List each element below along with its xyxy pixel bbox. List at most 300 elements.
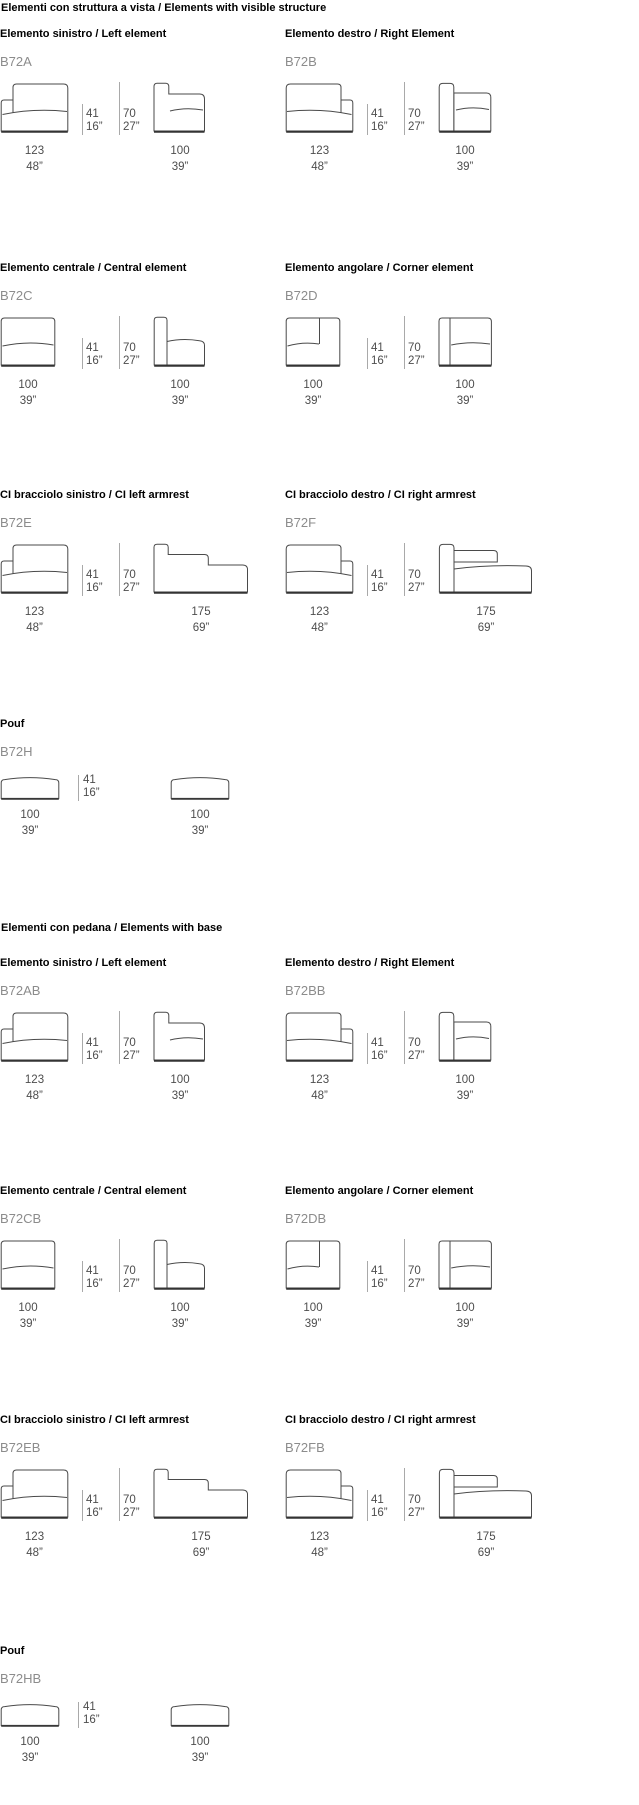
width-value-cm: 100 [170,379,190,391]
b72hb-pouf-view-2 [170,1701,230,1729]
width-label [170,1735,230,1766]
height-value-in: 16” [86,1507,103,1519]
seat-height-dim-line [367,1490,368,1521]
element-type-header: CI bracciolo destro / CI right armrest [285,1414,476,1426]
total-height-dim-label [123,342,140,368]
drawing-path [454,551,497,563]
b72d-side-view [437,315,493,369]
height-dimensions [82,1011,152,1064]
drawing-path [286,84,353,131]
width-value-cm: 123 [24,1074,45,1086]
element-card-b72bb [285,957,585,1117]
total-height-dim-line [119,543,120,596]
width-value-in: 69” [192,1546,210,1559]
seat-height-dim-label [371,108,388,134]
seat-height-dim-line [367,1261,368,1292]
width-value-cm: 175 [191,606,211,618]
drawing-path [1,1241,55,1288]
element-card-b72b [285,28,585,188]
element-type-header: Elemento sinistro / Left element [0,957,167,969]
width-value-in: 39” [304,1317,322,1330]
height-value-in: 27” [408,121,425,133]
drawing-path [1,545,68,592]
total-height-dim-label [408,1494,425,1520]
element-card-b72a [0,28,300,188]
element-type-header: CI bracciolo sinistro / CI left armrest [0,489,189,501]
height-value-cm: 70 [408,1265,421,1277]
width-label [437,144,493,175]
width-value-in: 48” [311,621,328,634]
element-type-header: Elemento angolare / Corner element [285,262,474,274]
width-value-cm: 100 [190,809,210,821]
height-value-in: 16” [86,1278,103,1290]
element-code: B72DB [285,1211,327,1226]
element-type-header: Pouf [0,718,25,730]
width-label [437,605,535,636]
seat-height-dim-label [86,569,103,595]
total-height-dim-label [408,108,425,134]
height-dimensions [367,1239,437,1292]
drawing-zone [0,82,300,135]
width-label [152,1073,208,1104]
height-value-cm: 41 [371,342,384,354]
height-value-cm: 41 [371,1494,384,1506]
seat-height-dim-label [86,1037,103,1063]
height-value-in: 16” [371,1507,388,1519]
drawing-zone [0,1468,300,1521]
height-value-in: 16” [371,582,388,594]
seat-height-dim-line [367,1033,368,1064]
drawing-zone [0,1702,300,1729]
element-type-header: Elemento centrale / Central element [0,262,187,274]
total-height-dim-line [119,1468,120,1521]
drawing-path [286,545,353,592]
total-height-dim-line [119,316,120,369]
seat-height-dim-label [371,342,388,368]
b72c-front-view [0,315,56,369]
height-dimensions [78,1702,148,1729]
b72fb-side-view [437,1467,535,1521]
width-value-cm: 100 [18,1302,38,1314]
total-height-dim-line [404,1468,405,1521]
seat-height-dim-label [371,1265,388,1291]
width-label [152,1530,250,1561]
element-card-b72db [285,1185,585,1345]
drawing-path [454,566,532,592]
height-value-in: 16” [86,1050,103,1062]
height-value-in: 16” [371,355,388,367]
b72ab-front-view [0,1010,69,1064]
drawing-zone [0,543,300,596]
width-value-cm: 100 [455,379,475,391]
height-value-cm: 41 [371,569,384,581]
total-height-dim-line [404,543,405,596]
total-height-dim-label [408,342,425,368]
element-code: B72F [285,515,317,530]
height-value-in: 27” [123,1050,140,1062]
height-value-in: 16” [371,1050,388,1062]
b72eb-front-view [0,1467,69,1521]
width-value-in: 48” [26,621,43,634]
b72eb-side-view [152,1467,250,1521]
width-value-cm: 100 [303,1302,323,1314]
element-card-b72d [285,262,585,422]
height-value-cm: 70 [123,1494,136,1506]
width-value-in: 39” [171,1089,189,1102]
width-label [285,1301,341,1332]
width-value-in: 69” [477,1546,495,1559]
drawing-zone [0,1239,300,1292]
drawing-path [1,1470,68,1517]
width-value-in: 69” [477,621,495,634]
height-value-cm: 70 [123,569,136,581]
element-code: B72CB [0,1211,42,1226]
seat-height-dim-line [367,104,368,135]
height-value-cm: 41 [86,342,99,354]
height-value-cm: 41 [371,1265,384,1277]
element-card-b72hb [0,1645,300,1805]
seat-height-dim-label [86,1265,103,1291]
width-value-in: 39” [19,394,37,407]
height-value-cm: 41 [83,1701,96,1713]
b72e-front-view [0,542,69,596]
height-dimensions [367,543,437,596]
total-height-dim-line [119,1239,120,1292]
drawing-path [154,83,205,131]
width-label [0,1735,60,1766]
seat-height-dim-line [82,338,83,369]
height-dimensions [367,1468,437,1521]
width-value-cm: 123 [309,145,330,157]
width-label [0,1530,69,1561]
drawing-path [167,340,205,365]
height-value-cm: 70 [408,108,421,120]
seat-height-dim-label [83,1701,100,1727]
width-label [152,144,208,175]
width-label [285,144,354,175]
element-type-header: Elemento sinistro / Left element [0,28,167,40]
b72db-side-view [437,1238,493,1292]
width-label [285,1530,354,1561]
height-value-in: 16” [83,787,100,799]
width-value-cm: 175 [191,1531,211,1543]
width-value-cm: 100 [170,1074,190,1086]
b72bb-front-view [285,1010,354,1064]
seat-height-dim-label [86,1494,103,1520]
seat-height-dim-line [82,565,83,596]
drawing-path [1,1013,68,1060]
element-code: B72FB [285,1440,325,1455]
element-type-header: Elemento angolare / Corner element [285,1185,474,1197]
b72c-side-view [152,315,208,369]
element-code: B72B [285,54,317,69]
height-dimensions [367,316,437,369]
drawing-zone [285,1011,585,1064]
b72hb-pouf-view-1 [0,1701,60,1729]
drawing-path [154,1240,167,1288]
drawing-path [1,1705,59,1726]
width-label [285,605,354,636]
b72cb-side-view [152,1238,208,1292]
element-type-header: Pouf [0,1645,25,1657]
drawing-path [439,318,491,365]
height-value-in: 27” [123,355,140,367]
drawing-path [154,544,248,592]
element-code: B72EB [0,1440,41,1455]
width-value-cm: 100 [20,1736,40,1748]
height-value-in: 16” [83,1714,100,1726]
width-label [285,1073,354,1104]
width-value-in: 48” [26,1089,43,1102]
b72db-front-view [285,1238,341,1292]
height-value-in: 27” [123,1507,140,1519]
width-value-cm: 100 [455,145,475,157]
b72h-pouf-view-2 [170,774,230,802]
height-value-cm: 70 [408,1037,421,1049]
height-dimensions [82,1468,152,1521]
width-label [0,378,56,409]
width-value-in: 48” [26,1546,43,1559]
element-code: B72H [0,744,33,759]
width-value-in: 39” [456,394,474,407]
seat-height-dim-label [371,1494,388,1520]
b72a-side-view [152,81,208,135]
width-label [437,1530,535,1561]
drawing-path [439,544,454,592]
drawing-path [286,1013,353,1060]
width-value-cm: 100 [170,1302,190,1314]
height-value-cm: 41 [86,1265,99,1277]
b72f-front-view [285,542,354,596]
height-value-cm: 70 [408,342,421,354]
element-type-header: CI bracciolo destro / CI right armrest [285,489,476,501]
height-value-cm: 70 [123,1265,136,1277]
total-height-dim-label [408,1265,425,1291]
width-value-in: 39” [21,824,39,837]
b72e-side-view [152,542,250,596]
drawing-path [167,1263,205,1288]
width-value-in: 39” [171,394,189,407]
height-value-cm: 70 [123,108,136,120]
drawing-path [286,1241,340,1288]
drawing-path [439,1012,454,1060]
width-value-cm: 100 [303,379,323,391]
width-value-cm: 100 [455,1302,475,1314]
height-value-cm: 41 [86,1494,99,1506]
width-value-cm: 100 [20,809,40,821]
total-height-dim-line [404,1239,405,1292]
drawing-path [439,1469,454,1517]
element-card-b72ab [0,957,300,1117]
width-value-cm: 123 [309,606,330,618]
element-card-b72e [0,489,300,649]
seat-height-dim-line [82,1490,83,1521]
width-label [0,605,69,636]
height-dimensions [82,543,152,596]
drawing-path [454,93,491,131]
b72bb-side-view [437,1010,493,1064]
seat-height-dim-line [78,775,79,801]
drawing-path [171,1705,229,1726]
section-visible-structure-title: Elementi con struttura a vista / Elements with visible structure [1,2,327,14]
width-label [437,378,493,409]
drawing-path [1,318,55,365]
drawing-path [454,1022,491,1060]
width-value-in: 48” [311,160,328,173]
total-height-dim-line [404,1011,405,1064]
drawing-path [154,317,167,365]
height-dimensions [367,82,437,135]
height-value-in: 27” [408,582,425,594]
drawing-path [171,778,229,799]
height-value-cm: 70 [123,1037,136,1049]
height-value-cm: 70 [408,569,421,581]
width-value-cm: 100 [18,379,38,391]
section-with-base-title: Elementi con pedana / Elements with base [1,922,223,934]
width-label [0,144,69,175]
width-label [170,808,230,839]
height-value-in: 27” [123,582,140,594]
drawing-path [154,1469,248,1517]
element-code: B72D [285,288,318,303]
element-type-header: Elemento destro / Right Element [285,957,455,969]
height-value-cm: 41 [83,774,96,786]
height-value-in: 16” [371,121,388,133]
drawing-zone [285,543,585,596]
width-label [0,1301,56,1332]
element-card-b72f [285,489,585,649]
seat-height-dim-line [82,1033,83,1064]
element-type-header: Elemento destro / Right Element [285,28,455,40]
height-dimensions [82,82,152,135]
drawing-zone [0,1011,300,1064]
seat-height-dim-label [83,774,100,800]
b72fb-front-view [285,1467,354,1521]
drawing-zone [285,82,585,135]
element-code: B72BB [285,983,326,998]
seat-height-dim-label [86,342,103,368]
seat-height-dim-line [367,338,368,369]
b72a-front-view [0,81,69,135]
height-dimensions [82,316,152,369]
height-value-in: 27” [408,355,425,367]
element-card-b72h [0,718,300,878]
drawing-zone [0,775,300,802]
element-code: B72A [0,54,32,69]
total-height-dim-label [123,569,140,595]
element-card-b72c [0,262,300,422]
width-value-cm: 123 [309,1074,330,1086]
drawing-zone [0,316,300,369]
width-value-in: 39” [19,1317,37,1330]
total-height-dim-label [123,1265,140,1291]
drawing-path [1,84,68,131]
width-value-in: 39” [171,160,189,173]
seat-height-dim-line [367,565,368,596]
width-label [152,378,208,409]
width-label [0,1073,69,1104]
b72d-front-view [285,315,341,369]
width-label [437,1073,493,1104]
height-value-cm: 70 [123,342,136,354]
width-value-in: 39” [456,1089,474,1102]
width-value-cm: 123 [24,145,45,157]
width-value-in: 39” [21,1751,39,1764]
b72f-side-view [437,542,535,596]
height-value-in: 16” [371,1278,388,1290]
width-value-cm: 123 [24,606,45,618]
width-value-in: 39” [171,1317,189,1330]
height-value-cm: 41 [371,108,384,120]
drawing-zone [285,1239,585,1292]
width-value-cm: 100 [170,145,190,157]
width-value-in: 39” [456,1317,474,1330]
height-value-in: 16” [86,355,103,367]
height-value-in: 27” [408,1507,425,1519]
height-value-cm: 70 [408,1494,421,1506]
width-value-in: 48” [26,160,43,173]
total-height-dim-label [123,1494,140,1520]
b72h-pouf-view-1 [0,774,60,802]
seat-height-dim-line [78,1702,79,1728]
width-value-cm: 100 [190,1736,210,1748]
element-type-header: CI bracciolo sinistro / CI left armrest [0,1414,189,1426]
height-value-cm: 41 [86,1037,99,1049]
drawing-path [454,1491,532,1517]
total-height-dim-label [123,108,140,134]
height-value-cm: 41 [86,569,99,581]
width-value-cm: 175 [476,606,496,618]
width-value-in: 69” [192,621,210,634]
element-code: B72C [0,288,33,303]
width-value-cm: 123 [24,1531,45,1543]
drawing-path [1,778,59,799]
height-value-in: 27” [123,121,140,133]
width-label [152,605,250,636]
drawing-zone [285,1468,585,1521]
width-label [0,808,60,839]
height-value-in: 16” [86,121,103,133]
height-value-in: 16” [86,582,103,594]
width-value-in: 39” [456,160,474,173]
seat-height-dim-line [82,1261,83,1292]
height-value-in: 27” [408,1278,425,1290]
width-value-in: 39” [304,394,322,407]
width-label [152,1301,208,1332]
element-card-b72eb [0,1414,300,1574]
element-code: B72HB [0,1671,42,1686]
seat-height-dim-label [86,108,103,134]
height-dimensions [82,1239,152,1292]
drawing-path [454,1476,497,1488]
width-label [437,1301,493,1332]
drawing-path [439,83,454,131]
total-height-dim-line [404,82,405,135]
seat-height-dim-label [371,569,388,595]
total-height-dim-line [119,82,120,135]
width-value-cm: 123 [309,1531,330,1543]
total-height-dim-line [404,316,405,369]
width-value-cm: 100 [455,1074,475,1086]
height-value-cm: 41 [371,1037,384,1049]
b72b-side-view [437,81,493,135]
drawing-path [154,1012,205,1060]
seat-height-dim-line [82,104,83,135]
drawing-path [439,1241,491,1288]
width-label [285,378,341,409]
width-value-in: 39” [191,1751,209,1764]
height-dimensions [78,775,148,802]
